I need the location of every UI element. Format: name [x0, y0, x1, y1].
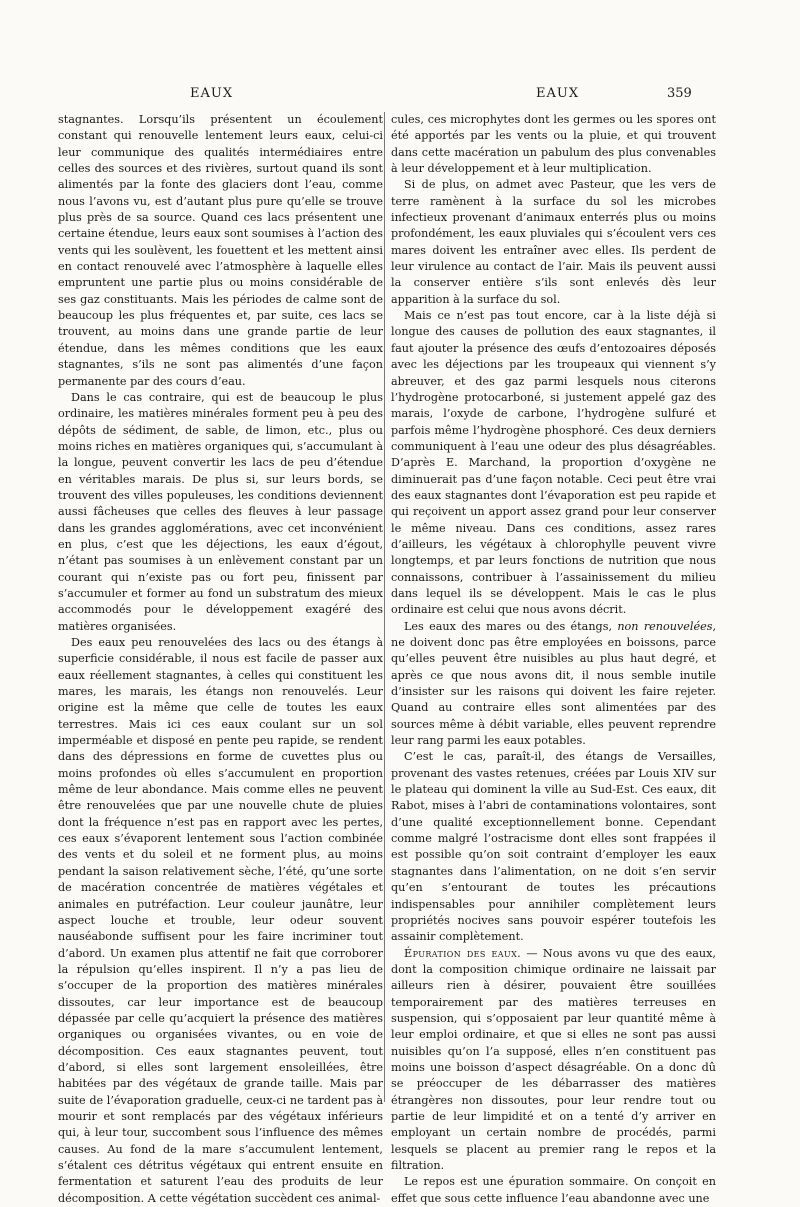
column-divider [384, 112, 385, 1102]
left-paragraph-1: stagnantes. Lorsqu’ils présentent un écoulement constant qui renouvelle lentement leurs eaux, celui-ci leur communique des qualités intermédiaires entre celles des sources et des rivières, surtout quand ils sont alimentés par la fonte des glaciers dont l’eau, comme nous l’avons vu, est d’autant plus pure qu’elle se trouve plus près de sa source. Quand ces lacs présentent une certaine étendue, leurs eaux sont soumises à l’action des vents qui les soulèvent, les fouettent et les mettent ainsi en contact renouvelé avec l’atmosphère à laquelle elles empruntent une partie plus ou moins considérable de ses gaz constituants. Mais les périodes de calme sont de beaucoup les plus fréquentes et, par suite, ces lacs se trouvent, au moins dans une grande partie de leur étendue, dans les mêmes conditions que les eaux stagnantes, s’ils ne sont pas alimentés d’une façon permanente par des cours d’eau. [58, 113, 383, 388]
right-paragraph-2: Si de plus, on admet avec Pasteur, que les vers de terre ramènent à la surface du sol les microbes infectieux provenant d’animaux enterrés plus ou moins profondément, les eaux pluviales qui s’écoulent vers ces mares doivent les entraîner avec elles. Ils perdent de leur virulence au contact de l’air. Mais ils peuvent aussi la conserver entière s’ils sont enlevés dès leur apparition à la surface du sol. [391, 178, 716, 306]
paragraph-4-start: Les eaux des mares ou des étangs, [404, 619, 618, 633]
right-paragraph-5: C’est le cas, paraît-il, des étangs de Versailles, provenant des vastes retenues, créées par Louis XIV sur le plateau qui dominent la ville au Sud-Est. Ces eaux, dit Rabot, mises à l’abri de contaminations volontaires, sont d’une qualité exceptionnellement bonne. Cependant comme malgré l’ostracisme dont elles sont frappées il est possible qu’on soit contraint d’employer les eaux stagnantes dans l’alimentation, on ne doit s’en servir qu’en s’entourant de toutes les précautions indispensables pour annihiler complètement leurs propriétés nocives sans pouvoir espérer toutefois les assainir complètement. [391, 750, 716, 944]
emphasis-non-renouvelees: non renouvelées [617, 619, 713, 633]
paragraph-4-end: , ne doivent donc pas être employées en boissons, parce qu’elles peuvent être nuisibles au plus haut degré, et après ce que nous avons dit, il nous semble inutile d’insister sur les raisons qui doivent les faire rejeter. Quand au contraire elles sont alimentées par des sources même à débit variable, elles peuvent reprendre leur rang parmi les eaux potables. [391, 619, 716, 748]
right-paragraph-7: Le repos est une épuration sommaire. On conçoit en effet que sous cette influence l’eau abandonne avec une [391, 1175, 716, 1205]
right-running-head: EAUX [536, 86, 580, 101]
right-paragraph-3: Mais ce n’est pas tout encore, car à la liste déjà si longue des causes de pollution des eaux stagnantes, il faut ajouter la présence des œufs d’entozoaires déposés avec les déjections par les troupeaux qui viennent s’y abreuver, et des gaz parmi lesquels nous citerons l’hydrogène protocarboné, si justement appelé gaz des marais, l’oxyde de carbone, l’hydrogène sulfuré et parfois même l’hydrogène phosphoré. Ces deux derniers communiquent à l’eau une odeur des plus désagréables. D’après E. Marchand, la proportion d’oxygène ne diminuerait pas d’une façon notable. Ceci peut être vrai des eaux stagnantes dont l’évaporation est peu rapide et qui reçoivent un apport assez grand pour leur conserver le même niveau. Dans ces conditions, assez rares d’ailleurs, les végétaux à chlorophylle peuvent vivre longtemps, et par leurs fonctions de nutrition que nous connaissons, contribuer à l’assainissement du milieu dans lequel ils se développent. Mais le cas le plus ordinaire est celui que nous avons décrit. [391, 309, 716, 617]
right-paragraph-6 [391, 946, 716, 1175]
right-column [391, 112, 716, 1205]
paragraph-6-text: — Nous avons vu que des eaux, dont la composition chimique ordinaire ne laissait par ailleurs rien à désirer, pouvaient être souillées temporairement par des matières terreuses en suspension, qui s’opposaient par leur quantité même à leur emploi ordinaire, et que si elles ne sont pas aussi nuisibles qu’on l’a supposé, elles n’en constituent pas moins une boisson d’aspect désagréable. On a donc dû se préoccuper de les débarrasser des matières étrangères non dissoutes, pour leur rendre tout ou partie de leur limpidité et on a tenté d’y arriver en employant un certain nombre de procédés, parmi lesquels se placent au premier rang le repos et la filtration. [391, 946, 716, 1172]
left-running-head: EAUX [190, 86, 234, 101]
left-paragraph-3: Des eaux peu renouvelées des lacs ou des étangs à superficie considérable, il nous est facile de passer aux eaux réellement stagnantes, à celles qui constituent les mares, les marais, les étangs non renouvelés. Leur origine est la même que celle de toutes les eaux terrestres. Mais ici ces eaux coulant sur un sol imperméable et disposé en pente peu rapide, se rendent dans des dépressions en forme de cuvettes plus ou moins profondes où elles s’accumulent en proportion même de leur abondance. Mais comme elles ne peuvent être renouvelées que par une nouvelle chute de pluies dont la fréquence n’est pas en rapport avec les pertes, ces eaux s’évaporent lentement sous l’action combinée des vents et du soleil et ne forment plus, au moins pendant la saison relativement sèche, l’été, qu’une sorte de macération concentrée de matières végétales et animales en putréfaction. Leur couleur jaunâtre, leur aspect louche et trouble, leur odeur souvent nauséabonde suffisent pour les faire incriminer tout d’abord. Un examen plus attentif ne fait que corroborer la répulsion qu’elles inspirent. Il n’y a pas lieu de s’occuper de la proportion des matières minérales dissoutes, car leur importance est de beaucoup dépassée par celle qu’acquiert la présence des matières organiques ou organisées vivantes, ou en voie de décomposition. Ces eaux stagnantes peuvent, tout d’abord, si elles sont largement ensoleillées, être habitées par des végétaux de grande taille. Mais par suite de l’évaporation graduelle, ceux-ci ne tardent pas à mourir et sont remplacés par des végétaux inférieurs qui, à leur tour, succombent sous l’influence des mêmes causes. Au fond de la mare s’accumulent lentement, s’étalent ces détritus végétaux qui entrent ensuite en fermentation et saturent l’eau des produits de leur décomposition. A cette végétation succèdent ces animal- [58, 636, 383, 1205]
right-paragraph-1: cules, ces microphytes dont les germes ou les spores ont été apportés par les vents ou la pluie, et qui trouvent dans cette macération un pabulum des plus convenables à leur développement et à leur multiplication. [391, 113, 716, 176]
left-column [58, 112, 383, 1205]
page-number: 359 [667, 86, 692, 101]
right-paragraph-4 [391, 619, 716, 750]
left-paragraph-2: Dans le cas contraire, qui est de beaucoup le plus ordinaire, les matières minérales forment peu à peu des dépôts de sédiment, de sable, de limon, etc., plus ou moins riches en matières organiques qui, s’accumulant à la longue, peuvent convertir les lacs de peu d’étendue en véritables marais. De plus si, sur leurs bords, se trouvent des villes populeuses, les conditions deviennent aussi fâcheuses que celles des fleuves à leur passage dans les grandes agglomérations, avec cet inconvénient en plus, c’est que les déjections, les eaux d’égout, n’étant pas soumises à un enlèvement constant par un courant qui n’existe pas ou fort peu, finissent par s’accumuler et former au fond un substratum des mieux accommodés pour le développement exagéré des matières organisées. [58, 390, 383, 633]
section-heading-epuration: Épuration des eaux. [404, 946, 522, 960]
